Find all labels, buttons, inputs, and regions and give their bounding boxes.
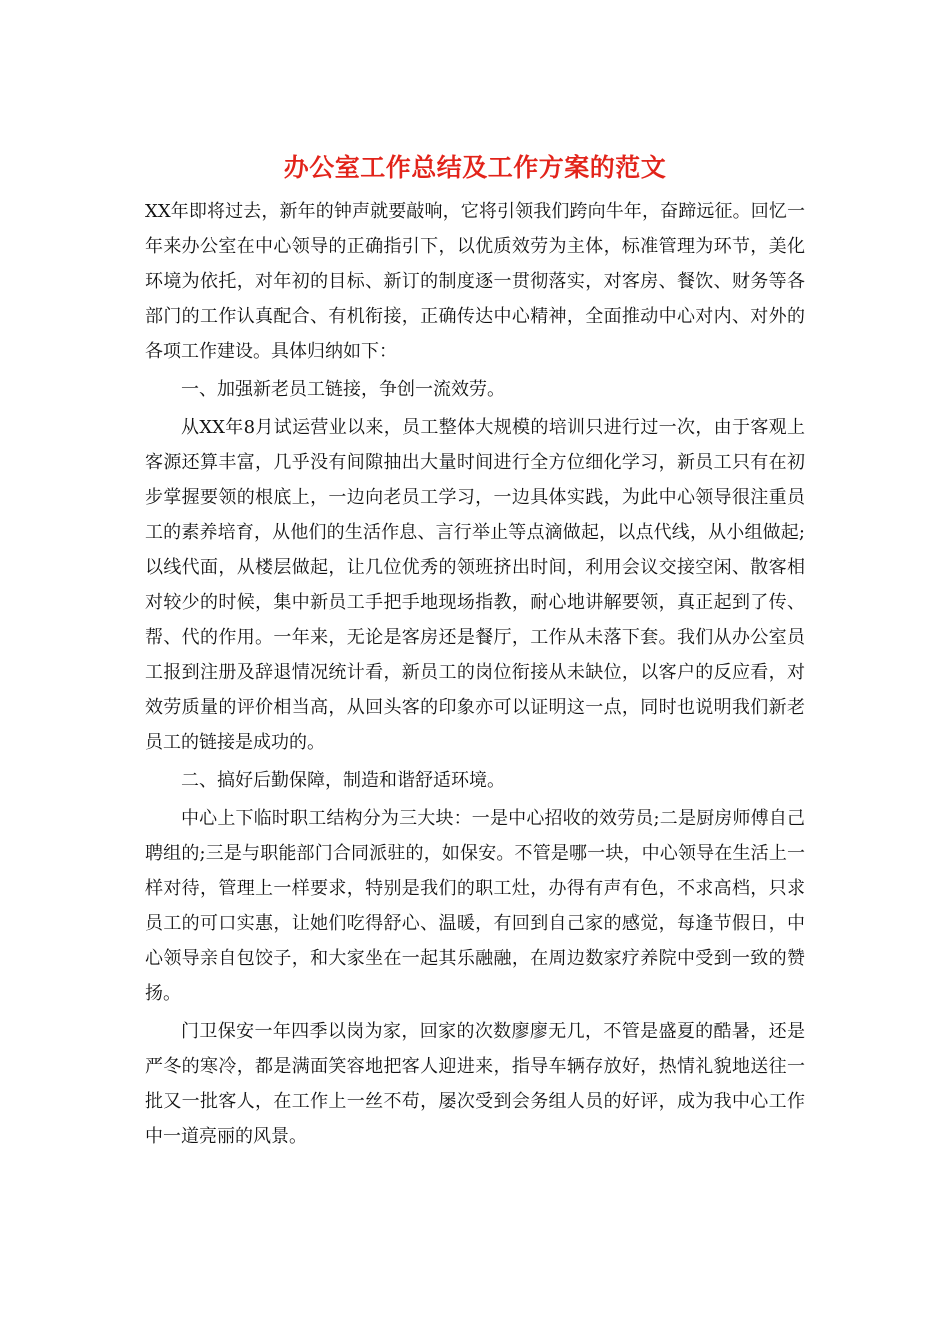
- section-2-paragraph-2: 门卫保安一年四季以岗为家，回家的次数廖廖无几，不管是盛夏的酷暑，还是严冬的寒冷，都是满面笑容地把客人迎进来，指导车辆存放好，热情礼貌地送往一批又一批客人，在工作上一丝不苟，屡次受到会务组人员的好评，成为我中心工作中一道亮丽的风景。: [145, 1021, 805, 1147]
- section-heading-2: 二、搞好后勤保障，制造和谐舒适环境。: [181, 770, 505, 791]
- document-body: [145, 194, 805, 1157]
- section-heading-1: 一、加强新老员工链接，争创一流效劳。: [181, 379, 505, 400]
- section-1-paragraph: 从XX年8月试运营业以来，员工整体大规模的培训只进行过一次，由于客观上客源还算丰富，几乎没有间隙抽出大量时间进行全方位细化学习，新员工只有在初步掌握要领的根底上，一边向老员工学习，一边具体实践，为此中心领导很注重员工的素养培育，从他们的生活作息、言行举止等点滴做起，以点代线，从小组做起;以线代面，从楼层做起，让几位优秀的领班挤出时间，利用会议交接空闲、散客相对较少的时候，集中新员工手把手地现场指教，耐心地讲解要领，真正起到了传、帮、代的作用。一年来，无论是客房还是餐厅，工作从未落下套。我们从办公室员工报到注册及辞退情况统计看，新员工的岗位衔接从未缺位，以客户的反应看，对效劳质量的评价相当高，从回头客的印象亦可以证明这一点，同时也说明我们新老员工的链接是成功的。: [145, 417, 805, 753]
- document-title: 办公室工作总结及工作方案的范文: [283, 153, 667, 182]
- intro-paragraph: XX年即将过去，新年的钟声就要敲响，它将引领我们跨向牛年，奋蹄远征。回忆一年来办公室在中心领导的正确指引下，以优质效劳为主体，标准管理为环节，美化环境为依托，对年初的目标、新订的制度逐一贯彻落实，对客房、餐饮、财务等各部门的工作认真配合、有机衔接，正确传达中心精神，全面推动中心对内、对外的各项工作建设。具体归纳如下：: [145, 201, 805, 362]
- section-2-paragraph-1: 中心上下临时职工结构分为三大块：一是中心招收的效劳员;二是厨房师傅自己聘组的;三是与职能部门合同派驻的，如保安。不管是哪一块，中心领导在生活上一样对待，管理上一样要求，特别是我们的职工灶，办得有声有色，不求高档，只求员工的可口实惠，让她们吃得舒心、温暖，有回到自己家的感觉，每逢节假日，中心领导亲自包饺子，和大家坐在一起其乐融融，在周边数家疗养院中受到一致的赞扬。: [145, 808, 805, 1004]
